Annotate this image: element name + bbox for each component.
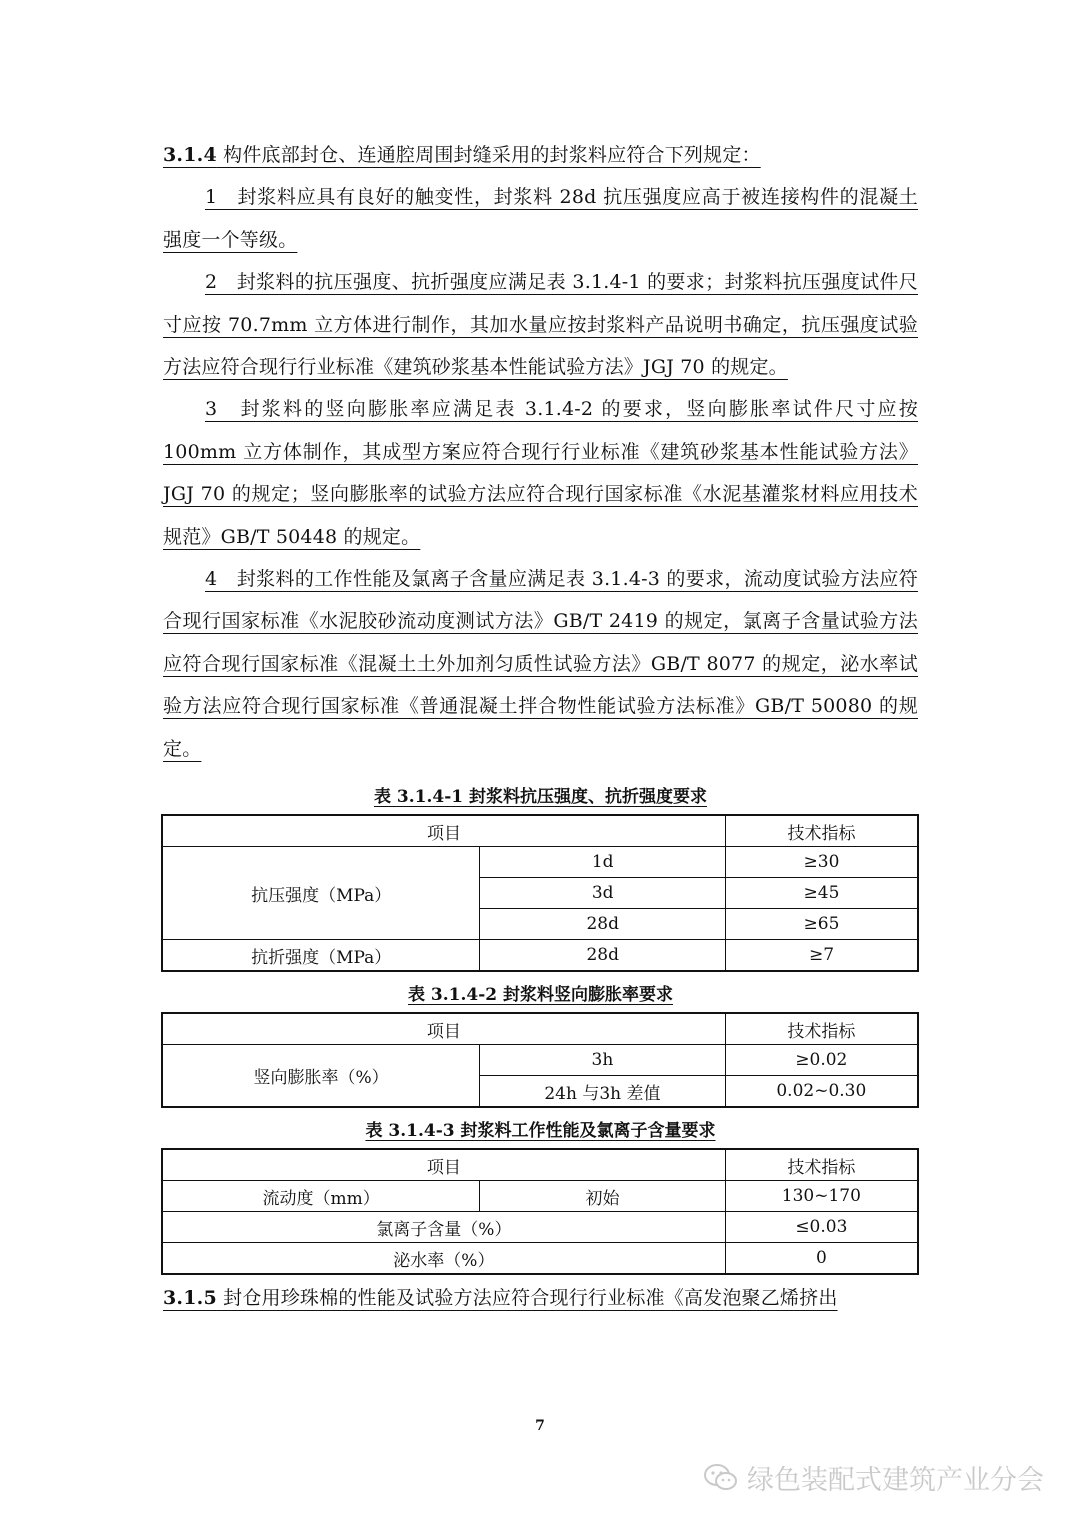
table-header-index: 技术指标 [725, 1149, 918, 1181]
clause-4: 4 封浆料的工作性能及氯离子含量应满足表 3.1.4-3 的要求，流动度试验方法应符合现行国家标准《水泥胶砂流动度测试方法》GB/T 2419 的规定，氯离子含量试验方法应符合现行国家标准《混凝土土外加剂匀质性试验方法》GB/T 8077 的规定，泌水率试验方法应符合现行国家标准《普通混凝土拌合物性能试验方法标准》GB/T 50080 的规定。 [163, 568, 918, 760]
table-row [162, 1149, 918, 1181]
table-header-item: 项目 [162, 1013, 725, 1045]
table-row [162, 940, 918, 972]
table-row [162, 1013, 918, 1045]
table2-caption: 表 3.1.4-2 封浆料竖向膨胀率要求 [407, 985, 674, 1006]
watermark [703, 1458, 1044, 1497]
table-header-item: 项目 [162, 1149, 725, 1181]
value-cell: ≥45 [726, 878, 919, 909]
section-number: 3.1.4 [163, 144, 217, 166]
value-cell: 0.02~0.30 [725, 1076, 918, 1108]
table-3-1-4-1 [161, 814, 919, 972]
value-cell: ≥65 [726, 909, 919, 940]
age-cell: 1d [480, 847, 726, 878]
age-cell: 28d [480, 909, 726, 940]
table-row [162, 1181, 918, 1212]
table-header-item: 项目 [162, 815, 726, 847]
table-row [162, 847, 918, 878]
flexural-strength-label: 抗折强度（MPa） [162, 940, 480, 972]
condition-cell: 3h [480, 1045, 726, 1076]
value-cell: ≥7 [726, 940, 919, 972]
condition-cell: 24h 与3h 差值 [480, 1076, 726, 1108]
clause-3: 3 封浆料的竖向膨胀率应满足表 3.1.4-2 的要求，竖向膨胀率试件尺寸应按 100mm 立方体制作，其成型方案应符合现行行业标准《建筑砂浆基本性能试验方法》JGJ 70 的规定；竖向膨胀率的试验方法应符合现行国家标准《水泥基灌浆材料应用技术规范》GB/T 50448 的规定。 [163, 398, 918, 548]
section-text: 构件底部封仓、连通腔周围封缝采用的封浆料应符合下列规定： [216, 144, 761, 166]
flow-label: 流动度（mm） [162, 1181, 480, 1212]
table3-caption: 表 3.1.4-3 封浆料工作性能及氯离子含量要求 [365, 1121, 716, 1142]
clause-1: 1 封浆料应具有良好的触变性，封浆料 28d 抗压强度应高于被连接构件的混凝土强度一个等级。 [163, 186, 918, 251]
table-header-index: 技术指标 [726, 815, 919, 847]
bleeding-label: 泌水率（%） [162, 1243, 725, 1275]
section-number: 3.1.5 [163, 1287, 217, 1310]
clause-2: 2 封浆料的抗压强度、抗折强度应满足表 3.1.4-1 的要求；封浆料抗压强度试件尺寸应按 70.7mm 立方体进行制作，其加水量应按封浆料产品说明书确定，抗压强度试验方法应符合现行行业标准《建筑砂浆基本性能试验方法》JGJ 70 的规定。 [163, 271, 918, 379]
watermark-text: 绿色装配式建筑产业分会 [747, 1465, 1044, 1496]
table-row [162, 1243, 918, 1275]
value-cell: 130~170 [725, 1181, 918, 1212]
value-cell: ≥30 [726, 847, 919, 878]
section-text: 封仓用珍珠棉的性能及试验方法应符合现行行业标准《高发泡聚乙烯挤出 [216, 1287, 838, 1310]
vertical-expansion-label: 竖向膨胀率（%） [162, 1045, 480, 1108]
condition-cell: 初始 [480, 1181, 725, 1212]
table-3-1-4-3 [161, 1148, 919, 1275]
section-3-1-5 [163, 1277, 918, 1319]
value-cell: 0 [725, 1243, 918, 1275]
age-cell: 3d [480, 878, 726, 909]
table-header-index: 技术指标 [725, 1013, 918, 1045]
value-cell: ≤0.03 [725, 1212, 918, 1243]
table1-caption: 表 3.1.4-1 封浆料抗压强度、抗折强度要求 [373, 787, 708, 808]
age-cell: 28d [480, 940, 726, 972]
section-3-1-4 [163, 134, 918, 176]
compressive-strength-label: 抗压强度（MPa） [162, 847, 480, 940]
table-row [162, 1212, 918, 1243]
table-row [162, 815, 918, 847]
chloride-label: 氯离子含量（%） [162, 1212, 725, 1243]
wechat-icon [703, 1463, 739, 1493]
page-number: 7 [535, 1418, 545, 1434]
value-cell: ≥0.02 [725, 1045, 918, 1076]
table-row [162, 1045, 918, 1076]
document-body [163, 134, 918, 1320]
table-3-1-4-2 [161, 1012, 919, 1108]
